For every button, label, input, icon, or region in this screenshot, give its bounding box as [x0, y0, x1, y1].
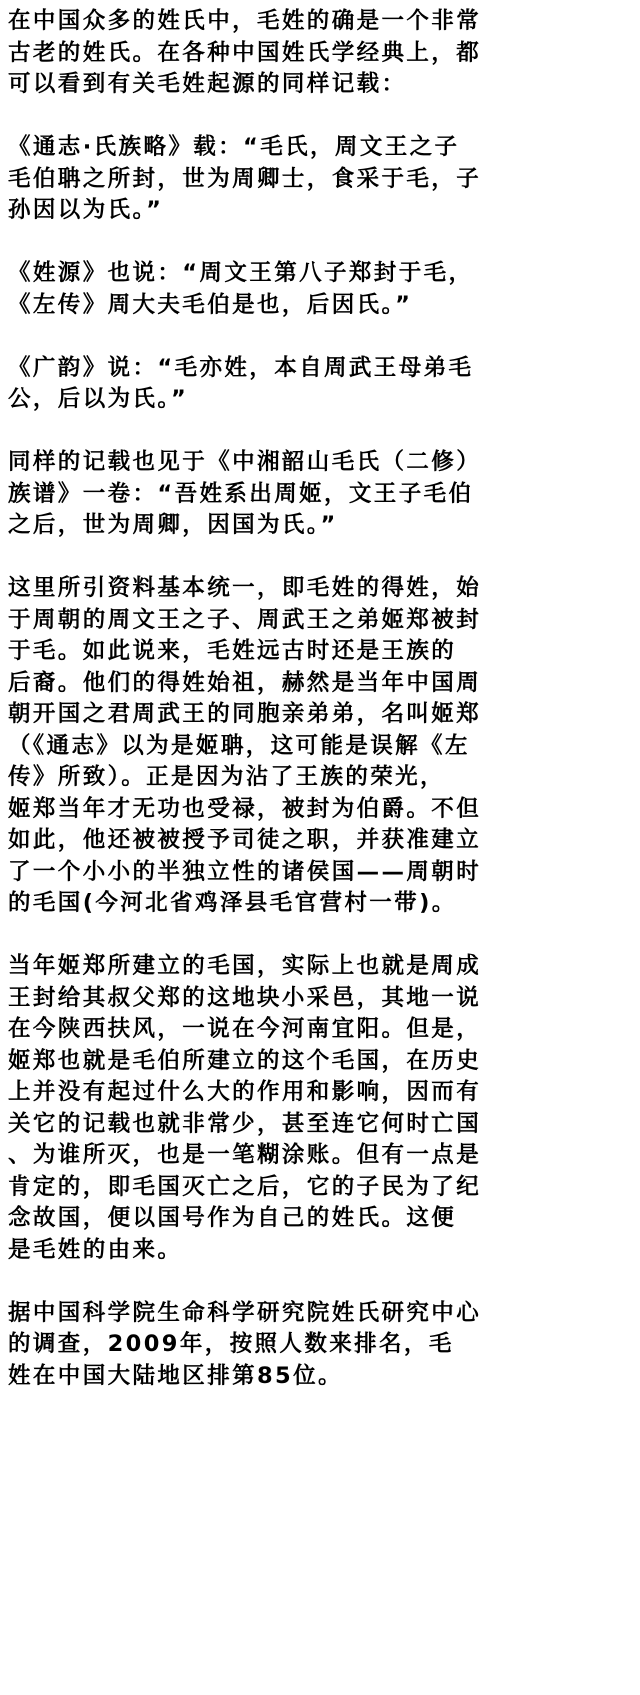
- text-line: 是毛姓的由来。: [8, 1236, 183, 1263]
- text-line: 《姓源》也说：“周文王第八子郑封于毛，: [8, 260, 474, 286]
- paragraph-mao-state-history: [8, 951, 626, 1266]
- text-line: 的调查，2009年，按照人数来排名，毛: [8, 1331, 454, 1357]
- paragraph-genealogy-quote: [8, 447, 626, 542]
- text-line: 之后，世为周卿，因国为氏。”: [8, 512, 338, 538]
- paragraph-tongzhi-quote: [8, 132, 626, 227]
- text-line: 族谱》一卷：“吾姓系出周姬，文王子毛伯: [8, 480, 474, 507]
- text-line: 孙因以为氏。”: [8, 197, 164, 223]
- text-line: 、为谁所灭，也是一笔糊涂账。但有一点是: [8, 1142, 482, 1168]
- text-line: 姓在中国大陆地区排第85位。: [8, 1362, 343, 1389]
- text-line: 可以看到有关毛姓起源的同样记载：: [8, 71, 407, 97]
- text-line: 同样的记载也见于《中湘韶山毛氏（二修）: [8, 449, 482, 475]
- text-line: 毛伯聃之所封，世为周卿士，食采于毛，子: [8, 165, 482, 192]
- text-line: 于毛。如此说来，毛姓远古时还是王族的: [8, 638, 457, 664]
- text-line: 了一个小小的半独立性的诸侯国——周朝时: [8, 858, 482, 885]
- text-line: 据中国科学院生命科学研究院姓氏研究中心: [8, 1299, 482, 1326]
- text-line: 当年姬郑所建立的毛国，实际上也就是周成: [8, 953, 482, 979]
- text-line: 古老的姓氏。在各种中国姓氏学经典上，都: [8, 39, 482, 66]
- text-line: 传》所致）。正是因为沾了王族的荣光，: [8, 764, 445, 790]
- text-line: 如此，他还被被授予司徒之职，并获准建立: [8, 827, 482, 853]
- text-line: 《通志·氏族略》载：“毛氏，周文王之子: [8, 134, 460, 160]
- text-line: 肯定的，即毛国灭亡之后，它的子民为了纪: [8, 1173, 482, 1200]
- text-line: 《左传》周大夫毛伯是也，后因氏。”: [8, 291, 413, 318]
- paragraph-intro: [8, 6, 626, 101]
- text-line: 在今陕西扶风，一说在今河南宜阳。但是，: [8, 1016, 482, 1042]
- text-line: 朝开国之君周武王的同胞亲弟弟，名叫姬郑: [8, 701, 482, 727]
- paragraph-ranking: [8, 1298, 626, 1393]
- text-line: 《广韵》说：“毛亦姓，本自周武王母弟毛: [8, 354, 474, 381]
- text-line: 于周朝的周文王之子、周武王之弟姬郑被封: [8, 606, 482, 633]
- text-line: 王封给其叔父郑的这地块小采邑，其地一说: [8, 984, 482, 1011]
- text-line: 上并没有起过什么大的作用和影响，因而有: [8, 1079, 482, 1105]
- text-line: 这里所引资料基本统一，即毛姓的得姓，始: [8, 575, 482, 601]
- paragraph-xingyuan-quote: [8, 258, 626, 321]
- text-line: 姬郑也就是毛伯所建立的这个毛国，在历史: [8, 1047, 482, 1074]
- text-line: （《通志》以为是姬聃，这可能是误解《左: [8, 732, 470, 759]
- text-line: 念故国，便以国号作为自己的姓氏。这便: [8, 1205, 457, 1231]
- text-line: 的毛国(今河北省鸡泽县毛官营村一带)。: [8, 890, 457, 916]
- text-line: 在中国众多的姓氏中，毛姓的确是一个非常: [8, 8, 482, 34]
- text-line: 关它的记载也就非常少，甚至连它何时亡国: [8, 1110, 482, 1137]
- text-line: 后裔。他们的得姓始祖，赫然是当年中国周: [8, 669, 482, 696]
- paragraph-origin-analysis: [8, 573, 626, 920]
- text-line: 姬郑当年才无功也受禄，被封为伯爵。不但: [8, 795, 482, 822]
- paragraph-guangyun-quote: [8, 353, 626, 416]
- text-line: 公，后以为氏。”: [8, 386, 189, 412]
